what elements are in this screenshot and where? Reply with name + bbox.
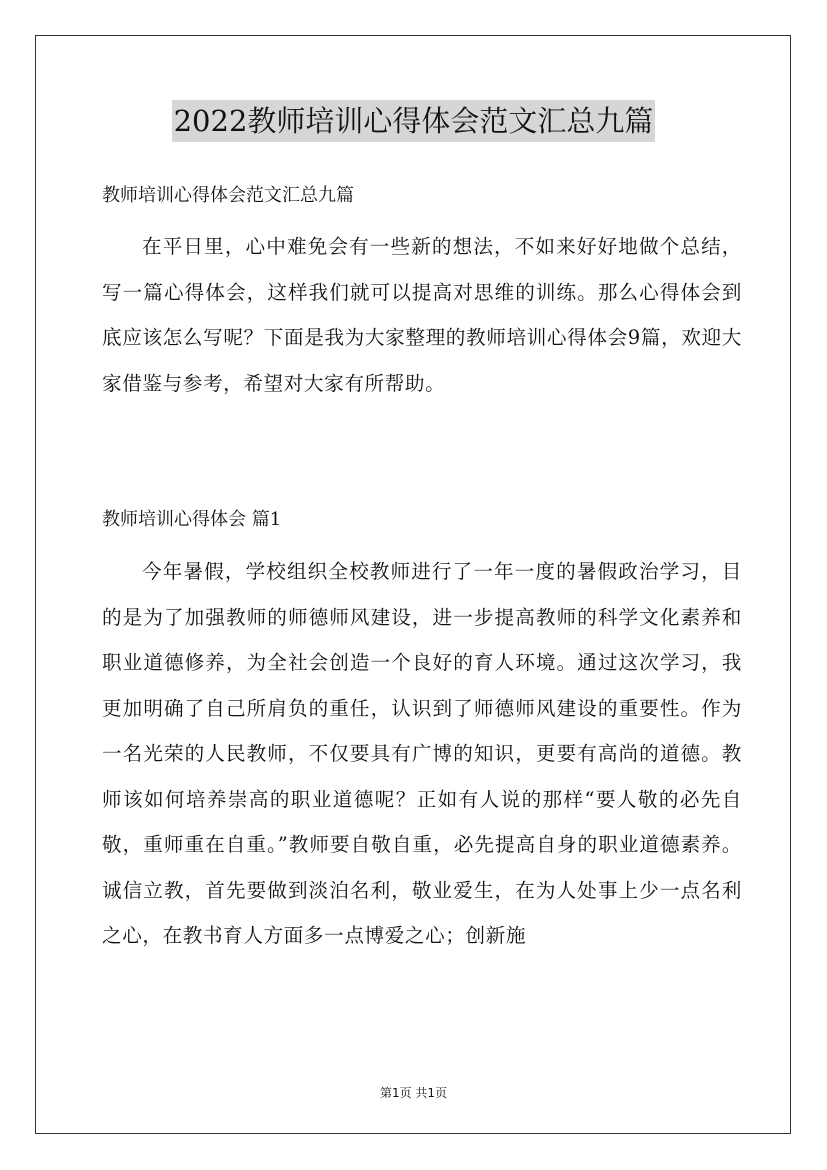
document-title: 2022教师培训心得体会范文汇总九篇 bbox=[172, 100, 656, 142]
intro-paragraph: 在平日里，心中难免会有一些新的想法，不如来好好地做个总结，写一篇心得体会，这样我们就可以提高对思维的训练。那么心得体会到底应该怎么写呢？下面是我为大家整理的教师培训心得体会9篇，欢迎大家借鉴与参考，希望对大家有所帮助。 bbox=[102, 235, 742, 395]
section-heading: 教师培训心得体会 篇1 bbox=[102, 509, 282, 530]
subtitle: 教师培训心得体会范文汇总九篇 bbox=[102, 185, 354, 206]
section-body: 今年暑假，学校组织全校教师进行了一年一度的暑假政治学习，目的是为了加强教师的师德师风建设，进一步提高教师的科学文化素养和职业道德修养，为全社会创造一个良好的育人环境。通过这次学习，我更加明确了自己所肩负的重任，认识到了师德师风建设的重要性。作为一名光荣的人民教师，不仅要具有广博的知识，更要有高尚的道德。教师该如何培养崇高的职业道德呢？正如有人说的那样“要人敬的必先自敬，重师重在自重。”教师要自敬自重，必先提高自身的职业道德素养。诚信立教，首先要做到淡泊名利，敬业爱生，在为人处事上少一点名利之心，在教书育人方面多一点博爱之心；创新施 bbox=[102, 560, 742, 947]
title-wrap bbox=[0, 100, 827, 142]
page-footer: 第1页 共1页 bbox=[379, 1086, 448, 1100]
